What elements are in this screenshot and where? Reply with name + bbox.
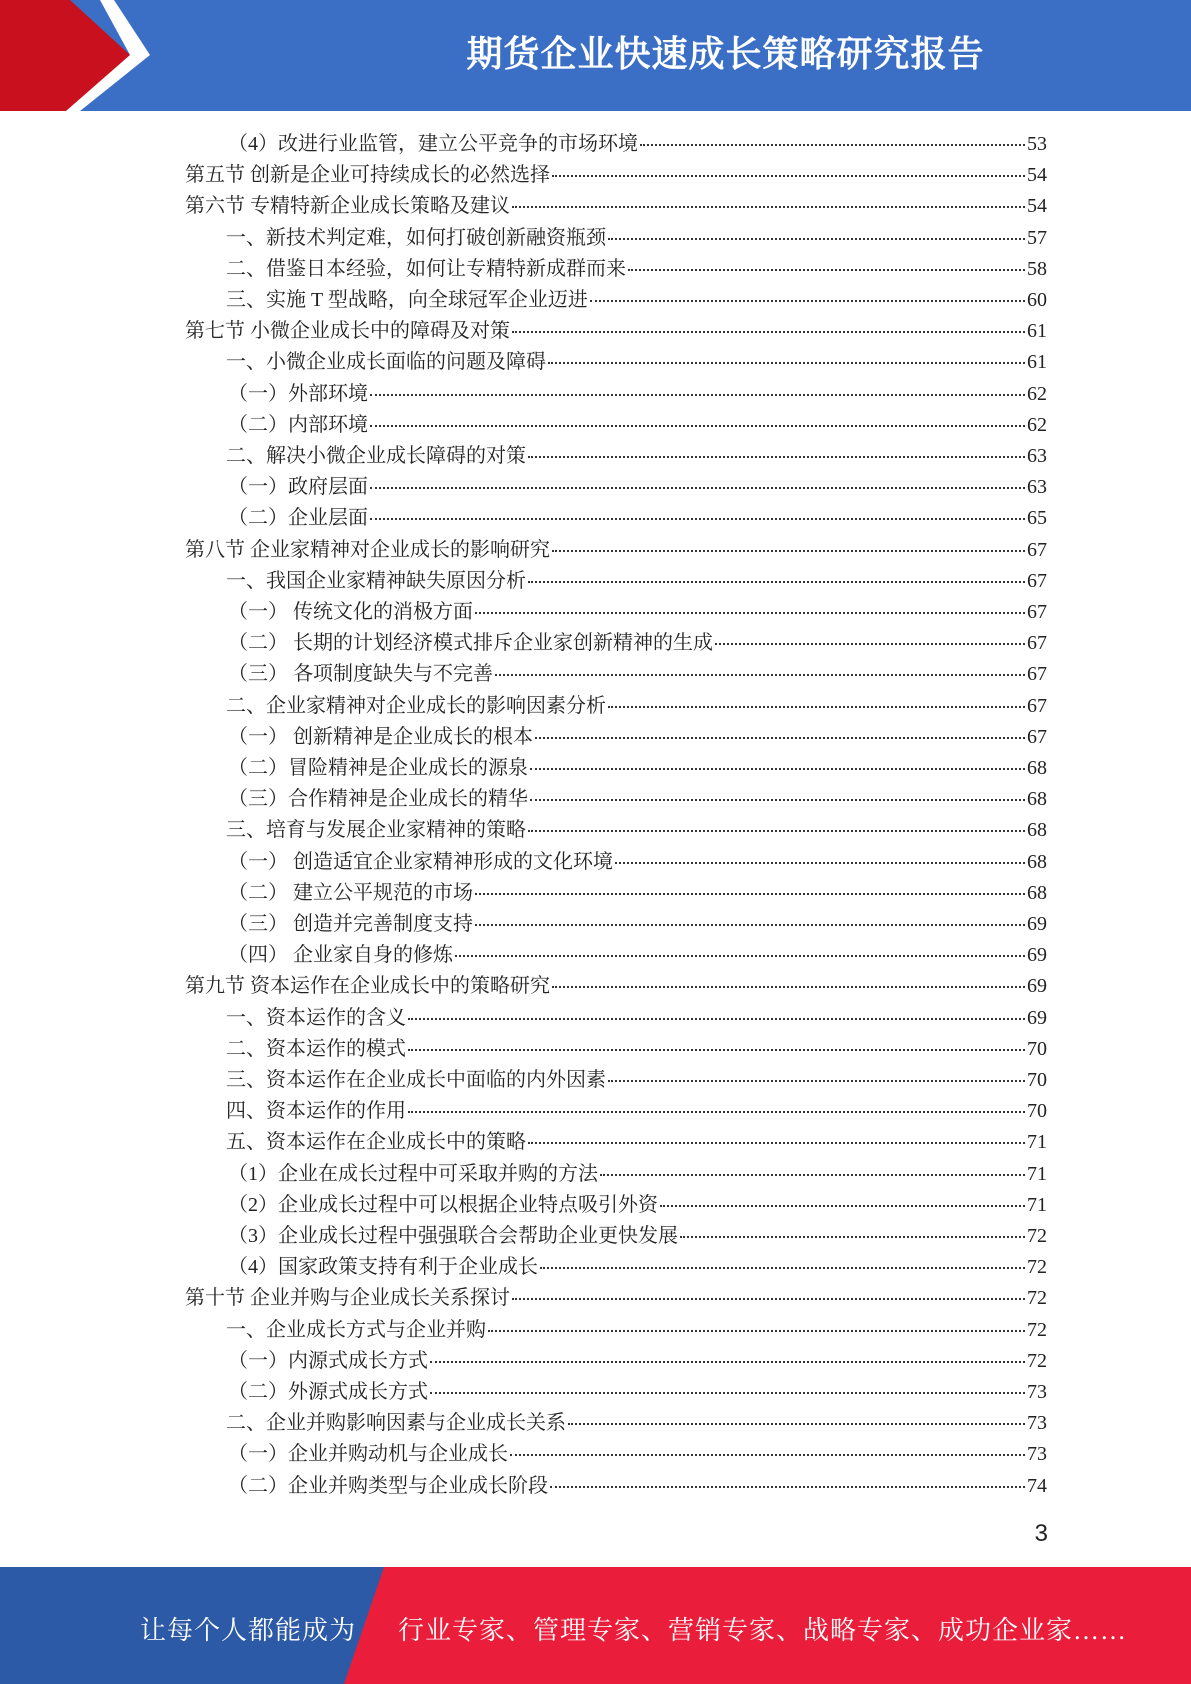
toc-entry[interactable] — [226, 1125, 1047, 1156]
toc-dot-leader — [430, 1391, 1025, 1394]
toc-entry-title: （四） 企业家自身的修炼 — [228, 944, 453, 967]
toc-entry[interactable] — [185, 314, 1047, 345]
toc-entry-title: 四、资本运作的作用 — [226, 1100, 406, 1123]
footer-slogan-left: 让每个人都能成为 — [140, 1616, 357, 1645]
toc-dot-leader — [535, 736, 1025, 739]
toc-entry-page: 72 — [1027, 1349, 1047, 1372]
toc-entry-page: 68 — [1027, 788, 1047, 811]
toc-entry[interactable] — [228, 1375, 1047, 1406]
toc-entry-page: 65 — [1027, 507, 1047, 530]
toc-dot-leader — [408, 1048, 1025, 1051]
toc-entry[interactable] — [226, 1063, 1047, 1094]
toc-entry[interactable] — [228, 1157, 1047, 1188]
toc-dot-leader — [530, 767, 1025, 770]
toc-entry-page: 68 — [1027, 757, 1047, 779]
toc-dot-leader — [552, 549, 1025, 552]
toc-entry[interactable] — [226, 1032, 1047, 1063]
toc-entry-title: （4）改进行业监管，建立公平竞争的市场环境 — [228, 133, 638, 155]
toc-entry-page: 62 — [1027, 382, 1047, 405]
toc-entry[interactable] — [185, 158, 1047, 189]
toc-entry-page: 61 — [1027, 351, 1047, 374]
toc-entry-title: 第十节 企业并购与企业成长关系探讨 — [185, 1287, 510, 1310]
toc-entry-page: 70 — [1027, 1100, 1047, 1123]
toc-dot-leader — [430, 1360, 1025, 1363]
toc-entry-title: （一）内源式成长方式 — [228, 1349, 428, 1372]
toc-entry-title: （二）企业层面 — [228, 507, 368, 530]
toc-dot-leader — [370, 486, 1025, 489]
toc-entry[interactable] — [228, 1188, 1047, 1219]
toc-entry[interactable] — [226, 221, 1047, 252]
toc-dot-leader — [512, 330, 1025, 333]
toc-dot-leader — [495, 673, 1025, 676]
toc-entry-title: （一） 传统文化的消极方面 — [228, 601, 473, 623]
toc-entry-title: 第七节 小微企业成长中的障碍及对策 — [185, 320, 510, 343]
toc-dot-leader — [475, 611, 1025, 614]
toc-entry[interactable] — [226, 439, 1047, 470]
toc-dot-leader — [715, 642, 1025, 645]
toc-dot-leader — [488, 1329, 1025, 1332]
toc-entry[interactable] — [226, 1001, 1047, 1032]
toc-entry-title: （二） 建立公平规范的市场 — [228, 881, 473, 904]
page-number: 3 — [1034, 1520, 1048, 1547]
toc-entry-page: 69 — [1027, 913, 1047, 935]
toc-entry[interactable] — [228, 938, 1047, 969]
toc-entry-page: 67 — [1027, 538, 1047, 561]
toc-entry-title: （一）企业并购动机与企业成长 — [228, 1443, 508, 1466]
toc-entry[interactable] — [226, 283, 1047, 314]
toc-entry-page: 72 — [1027, 1256, 1047, 1279]
toc-dot-leader — [408, 1110, 1025, 1113]
toc-dot-leader — [550, 1485, 1025, 1488]
toc-entry[interactable] — [185, 533, 1047, 564]
toc-entry-title: （二）冒险精神是企业成长的源泉 — [228, 757, 528, 779]
toc-entry[interactable] — [228, 1469, 1047, 1500]
toc-entry-title: 第九节 资本运作在企业成长中的策略研究 — [185, 975, 550, 998]
toc-entry-page: 54 — [1027, 164, 1047, 187]
toc-entry-page: 68 — [1027, 850, 1047, 873]
toc-entry-title: 二、借鉴日本经验，如何让专精特新成群而来 — [226, 257, 626, 280]
toc-entry[interactable] — [185, 969, 1047, 1000]
toc-entry[interactable] — [226, 689, 1047, 720]
toc-entry-page: 60 — [1027, 289, 1047, 311]
toc-entry-title: （一）政府层面 — [228, 476, 368, 499]
toc-entry[interactable] — [228, 377, 1047, 408]
toc-entry[interactable] — [228, 1437, 1047, 1468]
toc-entry[interactable] — [185, 1281, 1047, 1312]
toc-entry-title: 五、资本运作在企业成长中的策略 — [226, 1131, 526, 1154]
toc-entry-page: 62 — [1027, 413, 1047, 436]
toc-dot-leader — [408, 1017, 1025, 1020]
toc-entry-title: 三、实施 T 型战略，向全球冠军企业迈进 — [226, 289, 588, 311]
toc-entry[interactable] — [228, 845, 1047, 876]
toc-dot-leader — [660, 1204, 1025, 1207]
toc-dot-leader — [528, 829, 1025, 832]
toc-entry-page: 54 — [1027, 195, 1047, 218]
toc-entry-page: 72 — [1027, 1225, 1047, 1247]
toc-entry-title: 一、资本运作的含义 — [226, 1006, 406, 1029]
toc-dot-leader — [608, 705, 1025, 708]
toc-entry-page: 71 — [1027, 1193, 1047, 1216]
toc-entry-title: 二、企业家精神对企业成长的影响因素分析 — [226, 694, 606, 717]
toc-dot-leader — [512, 205, 1025, 208]
toc-dot-leader — [528, 580, 1025, 583]
toc-entry[interactable] — [226, 1406, 1047, 1437]
toc-dot-leader — [548, 361, 1025, 364]
toc-entry[interactable] — [226, 1313, 1047, 1344]
toc-entry-page: 72 — [1027, 1287, 1047, 1310]
toc-entry-page: 67 — [1027, 632, 1047, 655]
toc-entry-title: 二、企业并购影响因素与企业成长关系 — [226, 1412, 566, 1435]
toc-entry-page: 74 — [1027, 1474, 1047, 1497]
toc-entry[interactable] — [226, 813, 1047, 844]
toc-entry-page: 63 — [1027, 445, 1047, 467]
toc-entry[interactable] — [228, 408, 1047, 439]
toc-entry-page: 69 — [1027, 944, 1047, 967]
toc-dot-leader — [528, 455, 1025, 458]
toc-dot-leader — [540, 1266, 1025, 1269]
toc-dot-leader — [530, 798, 1025, 801]
toc-entry[interactable] — [228, 470, 1047, 501]
toc-dot-leader — [552, 985, 1025, 988]
toc-entry-page: 57 — [1027, 226, 1047, 249]
toc-entry-page: 71 — [1027, 1131, 1047, 1154]
toc-entry-title: （4）国家政策支持有利于企业成长 — [228, 1256, 538, 1279]
toc-entry-page: 63 — [1027, 476, 1047, 499]
toc-entry-page: 73 — [1027, 1381, 1047, 1403]
toc-entry-title: （三） 各项制度缺失与不完善 — [228, 663, 493, 686]
toc-entry[interactable] — [228, 720, 1047, 751]
toc-entry-title: 一、我国企业家精神缺失原因分析 — [226, 569, 526, 592]
toc-entry-page: 58 — [1027, 257, 1047, 280]
toc-dot-leader — [512, 1297, 1025, 1300]
toc-dot-leader — [370, 393, 1025, 396]
toc-dot-leader — [640, 143, 1025, 146]
toc-entry-page: 68 — [1027, 881, 1047, 904]
toc-entry-page: 70 — [1027, 1069, 1047, 1091]
toc-entry[interactable] — [226, 252, 1047, 283]
toc-entry-title: 第六节 专精特新企业成长策略及建议 — [185, 195, 510, 218]
toc-entry-page: 70 — [1027, 1037, 1047, 1060]
toc-entry[interactable] — [226, 345, 1047, 376]
toc-dot-leader — [608, 237, 1025, 240]
toc-entry[interactable] — [228, 127, 1047, 158]
toc-entry[interactable] — [226, 1094, 1047, 1125]
toc-entry-page: 69 — [1027, 1006, 1047, 1029]
toc-entry-page: 67 — [1027, 569, 1047, 592]
toc-dot-leader — [590, 299, 1025, 302]
toc-dot-leader — [475, 892, 1025, 895]
toc-entry-page: 53 — [1027, 133, 1047, 155]
toc-entry-page: 61 — [1027, 320, 1047, 343]
toc-entry-page: 67 — [1027, 601, 1047, 623]
toc-entry[interactable] — [228, 782, 1047, 813]
toc-dot-leader — [370, 424, 1025, 427]
toc-entry-page: 67 — [1027, 694, 1047, 717]
toc-entry[interactable] — [228, 876, 1047, 907]
toc-entry-title: 一、企业成长方式与企业并购 — [226, 1318, 486, 1341]
toc-entry-page: 69 — [1027, 975, 1047, 998]
toc-dot-leader — [475, 923, 1025, 926]
toc-entry-title: （三）合作精神是企业成长的精华 — [228, 788, 528, 811]
toc-entry-title: 一、新技术判定难，如何打破创新融资瓶颈 — [226, 226, 606, 249]
toc-dot-leader — [608, 1079, 1025, 1082]
toc-entry-title: 三、资本运作在企业成长中面临的内外因素 — [226, 1069, 606, 1091]
toc-entry-page: 67 — [1027, 663, 1047, 686]
toc-entry-title: 第五节 创新是企业可持续成长的必然选择 — [185, 164, 550, 187]
toc-entry[interactable] — [228, 1344, 1047, 1375]
toc-entry-title: （3）企业成长过程中强强联合会帮助企业更快发展 — [228, 1225, 678, 1247]
toc-dot-leader — [552, 174, 1025, 177]
toc-entry[interactable] — [228, 751, 1047, 782]
toc-entry[interactable] — [228, 595, 1047, 626]
toc-dot-leader — [600, 1173, 1025, 1176]
toc-entry-title: 第八节 企业家精神对企业成长的影响研究 — [185, 538, 550, 561]
document-title: 期货企业快速成长策略研究报告 — [466, 34, 985, 75]
toc-entry[interactable] — [228, 626, 1047, 657]
toc-entry-page: 71 — [1027, 1162, 1047, 1185]
footer-slogan-right: 行业专家、管理专家、营销专家、战略专家、成功企业家…… — [398, 1616, 1128, 1645]
toc-entry-title: 三、培育与发展企业家精神的策略 — [226, 819, 526, 842]
toc-dot-leader — [510, 1453, 1025, 1456]
page-footer — [0, 1567, 1191, 1684]
toc-entry-title: 二、资本运作的模式 — [226, 1037, 406, 1060]
toc-entry-page: 73 — [1027, 1412, 1047, 1435]
toc-entry-page: 67 — [1027, 725, 1047, 748]
toc-dot-leader — [528, 1141, 1025, 1144]
toc-entry-title: （二）外源式成长方式 — [228, 1381, 428, 1403]
toc-entry[interactable] — [228, 907, 1047, 938]
toc-dot-leader — [455, 954, 1025, 957]
toc-entry-title: （二）内部环境 — [228, 413, 368, 436]
toc-dot-leader — [615, 861, 1025, 864]
toc-entry[interactable] — [228, 1250, 1047, 1281]
toc-entry-title: （2）企业成长过程中可以根据企业特点吸引外资 — [228, 1193, 658, 1216]
toc-entry-title: （二）企业并购类型与企业成长阶段 — [228, 1474, 548, 1497]
toc-entry-title: （一） 创造适宜企业家精神形成的文化环境 — [228, 850, 613, 873]
toc-entry-page: 73 — [1027, 1443, 1047, 1466]
toc-entry-page: 68 — [1027, 819, 1047, 842]
toc-dot-leader — [568, 1422, 1025, 1425]
toc-dot-leader — [628, 268, 1025, 271]
toc-entry[interactable] — [228, 657, 1047, 688]
toc-dot-leader — [680, 1235, 1025, 1238]
toc-entry-page: 72 — [1027, 1318, 1047, 1341]
toc-dot-leader — [370, 517, 1025, 520]
toc-entry[interactable] — [228, 1219, 1047, 1250]
toc-entry-title: （二） 长期的计划经济模式排斥企业家创新精神的生成 — [228, 632, 713, 655]
toc-entry-title: 一、小微企业成长面临的问题及障碍 — [226, 351, 546, 374]
toc-entry[interactable] — [185, 189, 1047, 220]
toc-entry[interactable] — [226, 564, 1047, 595]
toc-entry-title: （1）企业在成长过程中可采取并购的方法 — [228, 1162, 598, 1185]
toc-entry[interactable] — [228, 501, 1047, 532]
page-header — [0, 0, 1191, 111]
toc-entry-title: （三） 创造并完善制度支持 — [228, 913, 473, 935]
toc-entry-title: （一） 创新精神是企业成长的根本 — [228, 725, 533, 748]
toc-entry-title: （一）外部环境 — [228, 382, 368, 405]
toc-entry-title: 二、解决小微企业成长障碍的对策 — [226, 445, 526, 467]
